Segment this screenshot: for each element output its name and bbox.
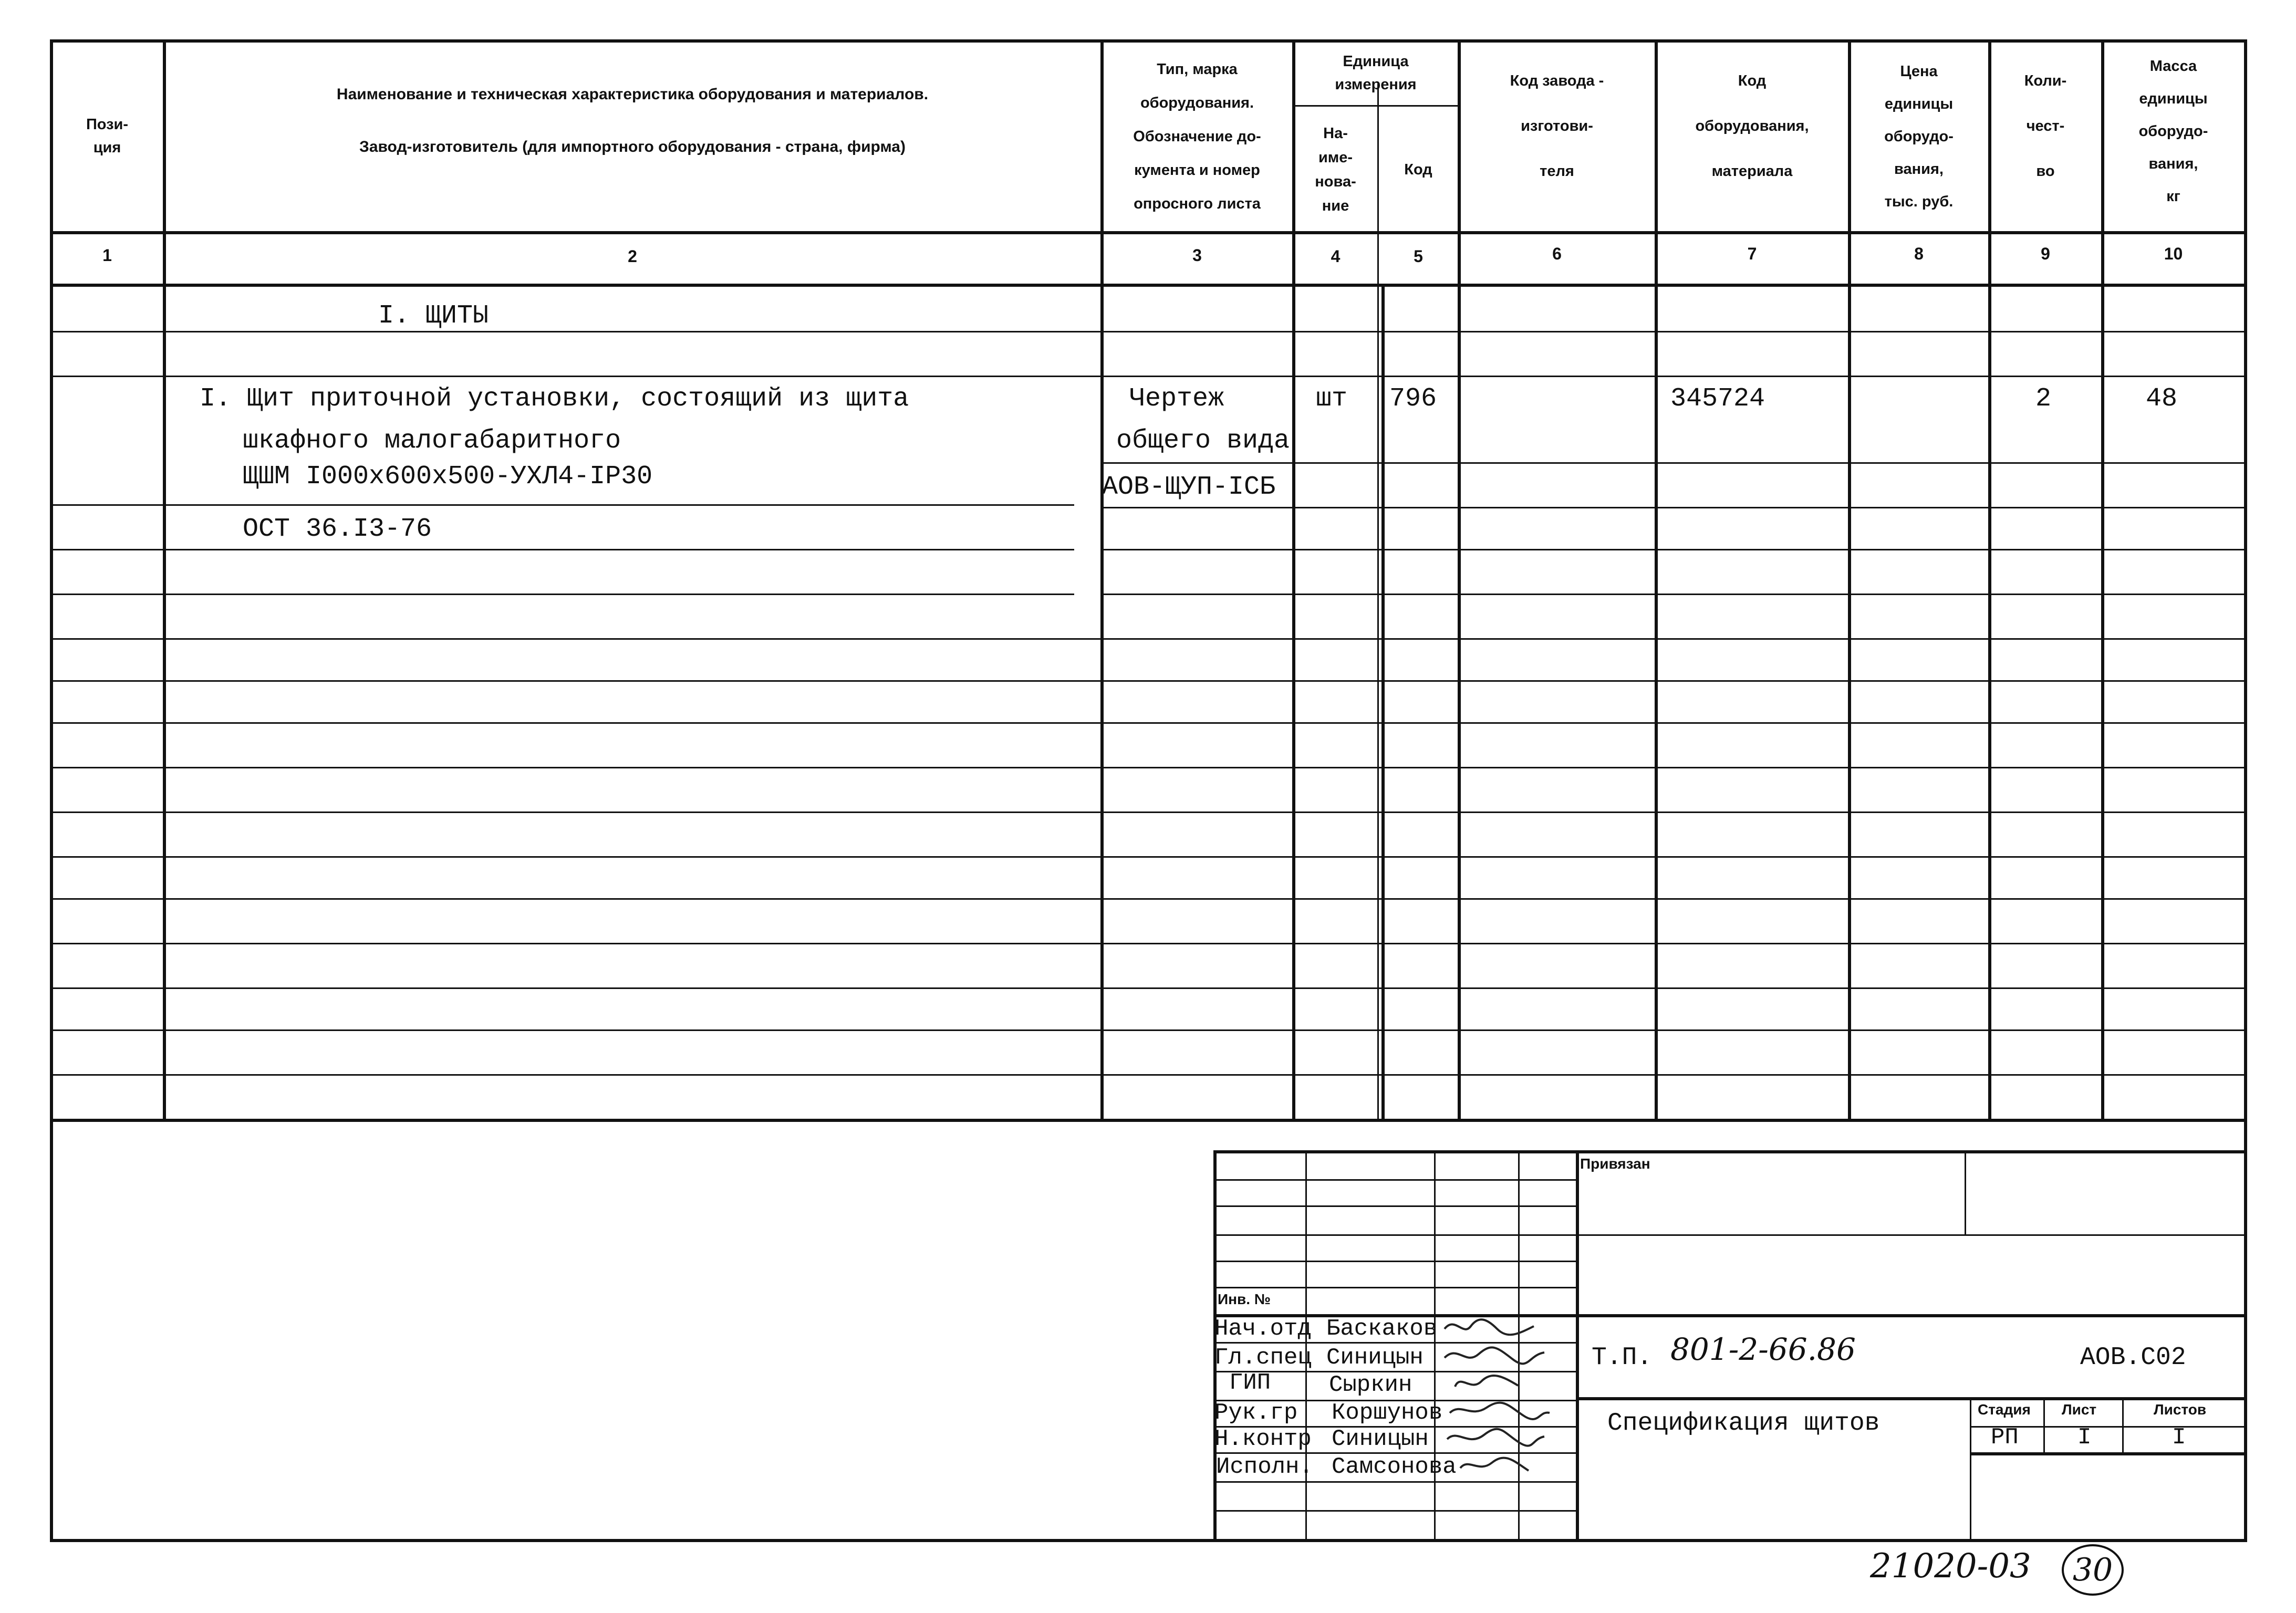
item-mass: 48 [2146, 384, 2178, 414]
col-number: 4 [1331, 247, 1341, 266]
header-quantity: Коли- чест- во [2024, 72, 2067, 180]
person-name: Сыркин [1329, 1372, 1412, 1398]
person-name: Баскаков [1326, 1316, 1438, 1342]
sheet-value: I [2077, 1424, 2092, 1451]
item-description-line: шкафного малогабаритного [243, 426, 621, 456]
sheets-value: I [2172, 1424, 2186, 1451]
project-prefix: Т.П. [1592, 1344, 1653, 1372]
col-number: 10 [2164, 244, 2183, 263]
project-number: 801-2-66.86 [1670, 1331, 1856, 1367]
header-position: Пози- ция [86, 116, 129, 156]
header-mass: Масса единицы оборудо- вания, кг [2138, 58, 2208, 205]
item-unit-code: 796 [1389, 384, 1437, 414]
header-manufacturer-code: Код завода - изготови- теля [1510, 72, 1604, 180]
col-number: 9 [2041, 244, 2050, 263]
stage-value: РП [1991, 1424, 2019, 1451]
document-code: АОВ.С02 [2080, 1344, 2186, 1372]
col-number: 3 [1192, 246, 1202, 265]
role-label: Нач.отд [1214, 1316, 1312, 1342]
item-equipment-code: 345724 [1670, 384, 1765, 414]
role-label: Рук.гр [1214, 1400, 1298, 1426]
section-title: I. ЩИТЫ [378, 301, 489, 331]
sheet-label: Лист [2062, 1401, 2097, 1418]
role-label: Исполн. [1216, 1454, 1313, 1480]
col-number: 5 [1414, 247, 1423, 266]
sheets-label: Листов [2154, 1401, 2207, 1418]
item-description-line: I. Щит приточной установки, состоящий из щита [200, 384, 909, 414]
col-number: 1 [102, 246, 112, 265]
col-number: 6 [1552, 244, 1562, 263]
stage-label: Стадия [1978, 1401, 2031, 1418]
header-price: Цена единицы оборудо- вания, тыс. руб. [1884, 63, 1954, 210]
signatures-image [1439, 1313, 1565, 1486]
col-number: 8 [1914, 244, 1924, 263]
item-description-line: ЩШМ I000х600х500-УХЛ4-IP30 [243, 462, 653, 492]
item-quantity: 2 [2035, 384, 2052, 414]
item-description-line: ОСТ 36.I3-76 [243, 514, 432, 544]
col-number: 2 [628, 247, 637, 266]
page-number-circle [2062, 1544, 2124, 1596]
archive-number: 21020-03 [1870, 1547, 2031, 1586]
role-label: ГИП [1229, 1370, 1271, 1396]
person-name: Самсонова [1332, 1454, 1457, 1480]
item-type-line: Чертеж [1129, 384, 1224, 414]
col-number: 7 [1747, 244, 1757, 263]
role-label: Гл.спец [1214, 1345, 1312, 1371]
inventory-number-label: Инв. № [1218, 1291, 1271, 1307]
privyazan-label: Привязан [1580, 1156, 1650, 1172]
header-name: Наименование и техническая характеристика оборудования и материалов. Завод-изготовитель (для импортного оборудования - страна, фирма) [336, 86, 929, 155]
person-name: Коршунов [1332, 1400, 1443, 1426]
header-unit-code: Код [1404, 161, 1432, 178]
document-title: Спецификация щитов [1607, 1409, 1880, 1438]
header-unit-name: На- име- нова- ние [1315, 124, 1356, 214]
header-unit-group: Единица измерения [1335, 53, 1417, 93]
header-type: Тип, марка оборудования. Обозначение до- кумента и номер опросного листа [1133, 61, 1261, 212]
person-name: Синицын [1326, 1345, 1424, 1371]
item-type-line: общего вида [1116, 426, 1290, 456]
page-number: 30 [2072, 1552, 2113, 1588]
role-label: Н.контр [1214, 1426, 1312, 1452]
header-equipment-code: Код оборудования, материала [1695, 72, 1809, 180]
item-type-line: АОВ-ЩУП-IСБ [1102, 472, 1276, 502]
item-unit-name: шт [1316, 384, 1348, 414]
person-name: Синицын [1332, 1426, 1429, 1452]
